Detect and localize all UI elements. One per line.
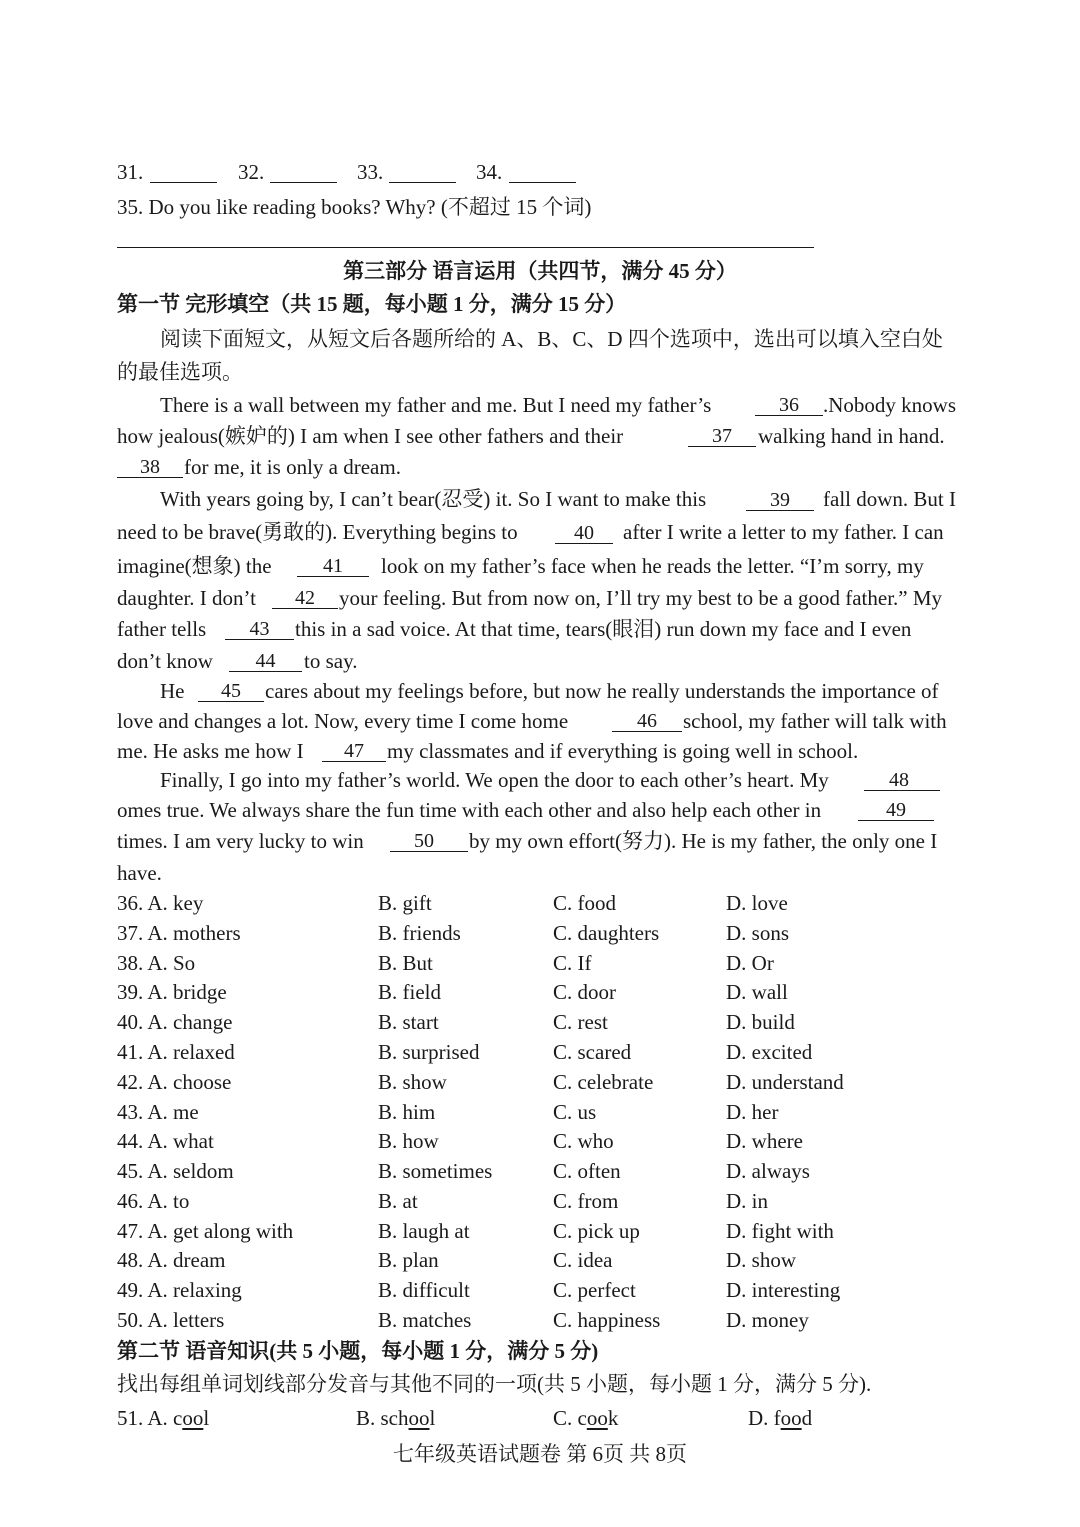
option-a[interactable]: 46. A. to (117, 1189, 190, 1213)
option-d[interactable]: D. excited (726, 1040, 813, 1064)
option-d[interactable]: D. wall (726, 980, 788, 1004)
blank-number: 41 (323, 555, 343, 577)
underlined-letters: oo (586, 1406, 608, 1430)
blank-number: 50 (414, 830, 434, 852)
blank-number: 43 (249, 618, 270, 640)
blank-number: 49 (886, 799, 906, 821)
option-a[interactable]: 39. A. bridge (117, 980, 227, 1004)
option-d[interactable]: D. sons (726, 921, 790, 945)
option-b[interactable]: B. show (378, 1070, 447, 1094)
option-prefix: B. sch (356, 1406, 409, 1430)
passage-line: times. I am very lucky to win (117, 829, 364, 853)
blank-number: 36 (779, 394, 799, 416)
option-d[interactable] (748, 1406, 812, 1430)
option-suffix: l (429, 1406, 436, 1430)
passage-line: fall down. But I (823, 487, 956, 511)
section2-instruction: 找出每组单词划线部分发音与其他不同的一项(共 5 小题，每小题 1 分，满分 5 分). (117, 1372, 872, 1396)
option-a[interactable]: 43. A. me (117, 1100, 199, 1124)
passage-line: look on my father’s face when he reads the letter. “I’m sorry, my (381, 554, 924, 578)
blank-number: 40 (574, 522, 594, 544)
option-d[interactable]: D. love (726, 891, 788, 915)
option-a[interactable]: 36. A. key (117, 891, 204, 915)
passage-line: after I write a letter to my father. I can (623, 520, 944, 544)
passage-line: by my own effort(努力). He is my father, the only one I (469, 829, 938, 853)
option-c[interactable]: C. who (553, 1129, 614, 1153)
passage-line: Finally, I go into my father’s world. We open the door to each other’s heart. My (160, 768, 829, 792)
option-a[interactable]: 49. A. relaxing (117, 1278, 242, 1302)
passage-line: There is a wall between my father and me. But I need my father’s (160, 393, 712, 417)
passage-line: how jealous(嫉妒的) I am when I see other fathers and their (117, 424, 624, 448)
option-b[interactable]: B. laugh at (378, 1219, 470, 1243)
option-d[interactable]: D. Or (726, 951, 774, 975)
q35-answer-line[interactable] (117, 247, 814, 248)
option-d[interactable]: D. interesting (726, 1278, 841, 1302)
option-b[interactable]: B. matches (378, 1308, 472, 1332)
option-suffix: d (801, 1406, 813, 1430)
q32-label: 32. (238, 160, 265, 184)
option-a[interactable]: 40. A. change (117, 1010, 233, 1034)
option-suffix: k (607, 1406, 619, 1430)
passage-line: imagine(想象) the (117, 554, 272, 578)
option-d[interactable]: D. where (726, 1129, 803, 1153)
q35-question: 35. Do you like reading books? Why? (不超过 15 个词) (117, 195, 592, 219)
option-c[interactable]: C. often (553, 1159, 621, 1183)
blank-number: 39 (770, 489, 790, 511)
q33-label: 33. (357, 160, 384, 184)
blank-number: 37 (712, 425, 732, 447)
q32-answer-line[interactable] (270, 182, 337, 183)
option-b[interactable]: B. him (378, 1100, 436, 1124)
blank-number: 44 (255, 650, 276, 672)
passage-line: cares about my feelings before, but now he really understands the importance of (265, 679, 939, 703)
option-a[interactable]: 48. A. dream (117, 1248, 226, 1272)
passage-line: walking hand in hand. (758, 424, 945, 448)
section1-title: 第一节 完形填空（共 15 题，每小题 1 分，满分 15 分） (117, 292, 627, 316)
option-a[interactable] (117, 1406, 209, 1430)
option-b[interactable]: B. gift (378, 891, 432, 915)
blank-number: 48 (889, 769, 909, 791)
page-footer: 七年级英语试题卷 第 6页 共 8页 (393, 1442, 687, 1466)
instruction-line-1: 阅读下面短文，从短文后各题所给的 A、B、C、D 四个选项中，选出可以填入空白处 (160, 327, 943, 351)
option-a[interactable]: 44. A. what (117, 1129, 214, 1153)
option-c[interactable]: C. food (553, 891, 616, 915)
option-c[interactable]: C. happiness (553, 1308, 661, 1332)
option-c[interactable]: C. celebrate (553, 1070, 654, 1094)
option-c[interactable]: C. door (553, 980, 616, 1004)
option-prefix: D. f (748, 1406, 781, 1430)
option-d[interactable]: D. understand (726, 1070, 844, 1094)
q33-answer-line[interactable] (389, 182, 456, 183)
q31-answer-line[interactable] (150, 182, 217, 183)
q34-answer-line[interactable] (509, 182, 576, 183)
option-b[interactable]: B. field (378, 980, 441, 1004)
underlined-letters: oo (780, 1406, 802, 1430)
option-b[interactable]: B. But (378, 951, 433, 975)
blank-number: 45 (221, 680, 241, 702)
option-suffix: l (203, 1406, 210, 1430)
option-b[interactable]: B. start (378, 1010, 439, 1034)
instruction-line-2: 的最佳选项。 (117, 360, 243, 384)
option-c[interactable]: C. perfect (553, 1278, 636, 1302)
passage-line: school, my father will talk with (683, 709, 947, 733)
option-b[interactable]: B. surprised (378, 1040, 480, 1064)
option-b[interactable]: B. how (378, 1129, 439, 1153)
option-b[interactable]: B. difficult (378, 1278, 470, 1302)
underlined-letters: oo (408, 1406, 430, 1430)
option-c[interactable]: C. If (553, 951, 592, 975)
option-c[interactable]: C. idea (553, 1248, 613, 1272)
passage-line: my classmates and if everything is going well in school. (387, 739, 859, 763)
blank-number: 47 (344, 740, 364, 762)
option-c[interactable]: C. scared (553, 1040, 632, 1064)
underlined-letters: oo (182, 1406, 204, 1430)
blank-number: 42 (295, 587, 315, 609)
passage-line: have. (117, 861, 162, 885)
section2-title: 第二节 语音知识(共 5 小题，每小题 1 分，满分 5 分) (117, 1339, 599, 1363)
option-a[interactable]: 41. A. relaxed (117, 1040, 235, 1064)
passage-line: With years going by, I can’t bear(忍受) it. So I want to make this (160, 487, 707, 511)
passage-line: need to be brave(勇敢的). Everything begins to (117, 520, 518, 544)
option-a[interactable]: 38. A. So (117, 951, 196, 975)
passage-line: father tells (117, 617, 207, 641)
option-c[interactable]: C. rest (553, 1010, 608, 1034)
option-d[interactable]: D. fight with (726, 1219, 834, 1243)
passage-line: your feeling. But from now on, I’ll try my best to be a good father.” My (339, 586, 943, 610)
option-d[interactable]: D. show (726, 1248, 797, 1272)
passage-line: to say. (304, 649, 358, 673)
option-c[interactable]: C. pick up (553, 1219, 640, 1243)
option-b[interactable]: B. sometimes (378, 1159, 493, 1183)
option-prefix: C. c (553, 1406, 587, 1430)
option-prefix: 51. A. c (117, 1406, 183, 1430)
option-b[interactable]: B. at (378, 1189, 418, 1213)
option-a[interactable]: 37. A. mothers (117, 921, 241, 945)
option-c[interactable]: C. daughters (553, 921, 660, 945)
passage-line: daughter. I don’t (117, 586, 257, 610)
option-c[interactable]: C. from (553, 1189, 619, 1213)
part3-title: 第三部分 语言运用（共四节，满分 45 分） (343, 259, 737, 283)
option-d[interactable]: D. her (726, 1100, 779, 1124)
option-d[interactable]: D. money (726, 1308, 809, 1332)
option-a[interactable]: 42. A. choose (117, 1070, 232, 1094)
option-b[interactable]: B. friends (378, 921, 461, 945)
option-d[interactable]: D. always (726, 1159, 810, 1183)
passage-line: love and changes a lot. Now, every time I come home (117, 709, 569, 733)
q34-label: 34. (476, 160, 503, 184)
passage-line: this in a sad voice. At that time, tears(眼泪) run down my face and I even (295, 617, 912, 641)
passage-line: omes true. We always share the fun time with each other and also help each other in (117, 798, 822, 822)
passage-line: .Nobody knows (823, 393, 957, 417)
passage-line: He (160, 679, 185, 703)
q31-label: 31. (117, 160, 144, 184)
option-b[interactable]: B. plan (378, 1248, 439, 1272)
passage-line: don’t know (117, 649, 213, 673)
option-a[interactable]: 45. A. seldom (117, 1159, 234, 1183)
option-c[interactable]: C. us (553, 1100, 597, 1124)
option-d[interactable]: D. in (726, 1189, 768, 1213)
blank-number: 38 (140, 456, 160, 478)
passage-line: me. He asks me how I (117, 739, 304, 763)
blank-number: 46 (637, 710, 657, 732)
option-c[interactable] (553, 1406, 618, 1430)
option-d[interactable]: D. build (726, 1010, 795, 1034)
option-b[interactable] (356, 1406, 435, 1430)
option-a[interactable]: 47. A. get along with (117, 1219, 294, 1243)
option-a[interactable]: 50. A. letters (117, 1308, 225, 1332)
passage-line: for me, it is only a dream. (184, 455, 401, 479)
